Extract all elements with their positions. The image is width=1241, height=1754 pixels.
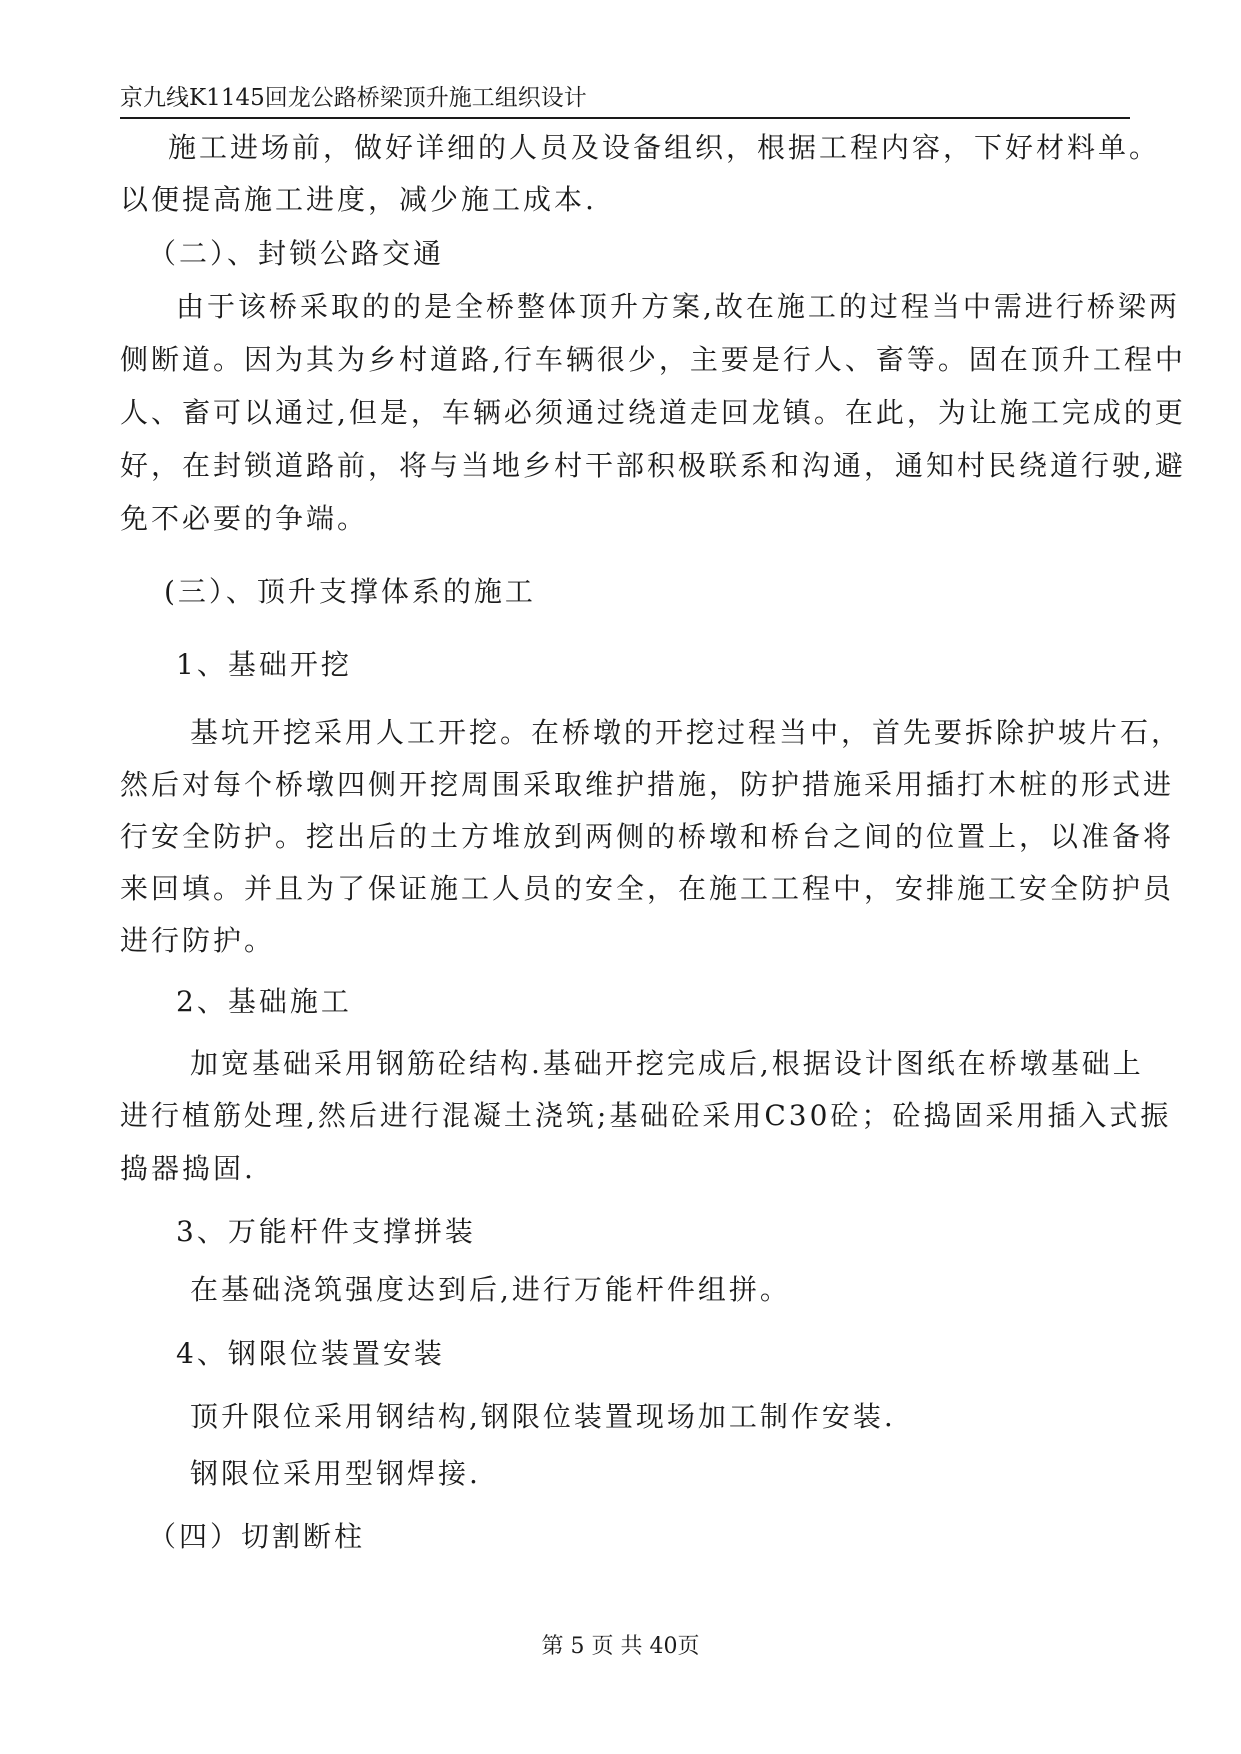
section-heading: （四）切割断柱 xyxy=(148,1520,366,1553)
running-header: 京九线K1145回龙公路桥梁顶升施工组织设计 xyxy=(120,85,587,111)
paragraph-line: 以便提高施工进度，减少施工成本. xyxy=(120,183,597,216)
paragraph-line: 来回填。并且为了保证施工人员的安全，在施工工程中，安排施工安全防护员 xyxy=(120,872,1175,905)
paragraph-line: 侧断道。因为其为乡村道路,行车辆很少，主要是行人、畜等。固在顶升工程中 xyxy=(120,343,1186,376)
paragraph-line: 然后对每个桥墩四侧开挖周围采取维护措施，防护措施采用插打木桩的形式进 xyxy=(120,768,1175,801)
paragraph-line: 行安全防护。挖出后的土方堆放到两侧的桥墩和桥台之间的位置上，以准备将 xyxy=(120,820,1175,853)
section-heading: （二）、封锁公路交通 xyxy=(148,237,445,270)
paragraph-line: 加宽基础采用钢筋砼结构.基础开挖完成后,根据设计图纸在桥墩基础上 xyxy=(190,1047,1144,1080)
paragraph-line: 进行植筋处理,然后进行混凝土浇筑;基础砼采用C30砼；砼捣固采用插入式振 xyxy=(120,1099,1172,1132)
subsection-heading: 1、基础开挖 xyxy=(176,648,352,681)
paragraph-line: 基坑开挖采用人工开挖。在桥墩的开挖过程当中，首先要拆除护坡片石， xyxy=(190,716,1183,749)
subsection-heading: 2、基础施工 xyxy=(176,985,352,1018)
paragraph-line: 免不必要的争端。 xyxy=(120,502,369,535)
paragraph-line: 在基础浇筑强度达到后,进行万能杆件组拼。 xyxy=(190,1273,791,1306)
page-number: 第 5 页 共 40页 xyxy=(541,1634,700,1659)
section-heading: (三）、顶升支撑体系的施工 xyxy=(164,575,536,608)
paragraph-line: 进行防护。 xyxy=(120,924,276,957)
paragraph-line: 好，在封锁道路前，将与当地乡村干部积极联系和沟通，通知村民绕道行驶,避 xyxy=(120,449,1186,482)
paragraph-line: 人、畜可以通过,但是，车辆必须通过绕道走回龙镇。在此，为让施工完成的更 xyxy=(120,396,1186,429)
paragraph-line: 捣器捣固. xyxy=(120,1152,256,1185)
paragraph-line: 钢限位采用型钢焊接. xyxy=(190,1457,481,1490)
header-rule xyxy=(120,117,1130,119)
paragraph-line: 顶升限位采用钢结构,钢限位装置现场加工制作安装. xyxy=(190,1400,896,1433)
paragraph-line: 由于该桥采取的的是全桥整体顶升方案,故在施工的过程当中需进行桥梁两 xyxy=(176,290,1180,323)
subsection-heading: 4、钢限位装置安装 xyxy=(176,1337,445,1370)
paragraph-line: 施工进场前，做好详细的人员及设备组织，根据工程内容，下好材料单。 xyxy=(168,131,1161,164)
subsection-heading: 3、万能杆件支撑拼装 xyxy=(176,1215,476,1248)
